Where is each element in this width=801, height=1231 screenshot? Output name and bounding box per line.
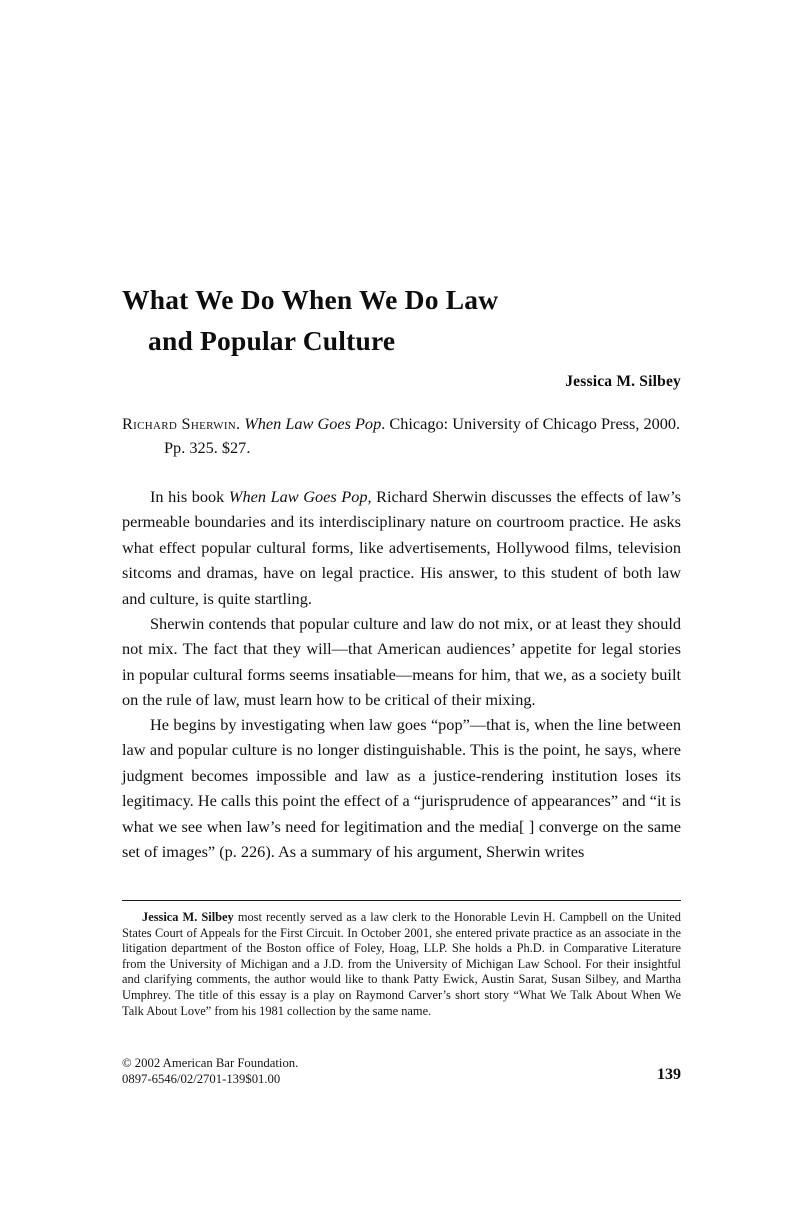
- body-paragraph-2: [122, 611, 681, 713]
- footnote-author-name: Jessica M. Silbey: [142, 910, 234, 924]
- footnote-rule: [122, 900, 681, 901]
- footnote-divider: [122, 900, 681, 901]
- article-title: [122, 279, 681, 361]
- citation-publication: . Chicago: University of Chicago Press, 2000. Pp. 325. $27.: [164, 414, 681, 457]
- paragraph-text: [122, 484, 681, 611]
- article-title-line-2: and Popular Culture: [148, 325, 396, 356]
- page-number-container: [657, 1066, 681, 1084]
- page-number: 139: [657, 1066, 681, 1083]
- body-paragraph-1: [122, 484, 681, 611]
- issn-line: 0897-6546/02/2701-139$01.00: [122, 1072, 281, 1086]
- article-title-line-1: What We Do When We Do Law: [122, 284, 499, 315]
- paragraph-1-part-2: Richard Sherwin discusses the effects of law’s permeable boundaries and its interdisciplinary nature on courtroom practice. He asks what effect popular cultural forms, like advertisements, Hollywood films, television sitcoms and dramas, have on legal practice. His answer, to this student of both law and culture, is quite startling.: [122, 487, 682, 608]
- citation-line: [122, 412, 681, 460]
- citation-book-title: When Law Goes Pop: [244, 414, 382, 433]
- colophon: [122, 1055, 681, 1087]
- body-paragraph-3: [122, 712, 681, 864]
- book-citation: [122, 412, 681, 460]
- author-byline: [122, 373, 681, 391]
- paragraph-text: Sherwin contends that popular culture and law do not mix, or at least they should not mix. The fact that they will—that American audiences’ appetite for legal stories in popular cultural forms seems insatiable—means for him, that we, as a society built on the rule of law, must learn how to be critical of their mixing.: [122, 614, 681, 710]
- author-footnote: [122, 910, 681, 1019]
- footnote-text: [122, 910, 681, 1019]
- page-title: [122, 279, 681, 361]
- paragraph-text: He begins by investigating when law goes “pop”—that is, when the line between law and popular culture is no longer distinguishable. This is the point, he says, where judgment becomes impossible and law as a justice-rendering institution loses its legitimacy. He calls this point the effect of a “jurisprudence of appearances” and “it is what we see when law’s need for legitimation and the media[ ] converge on the same set of images” (p. 226). As a summary of his argument, Sherwin writes: [122, 715, 681, 862]
- footnote-body: most recently served as a law clerk to the Honorable Levin H. Campbell on the United States Court of Appeals for the First Circuit. In October 2001, she entered private practice as an associate in the litigation department of the Boston office of Foley, Hoag, LLP. She holds a Ph.D. in Comparative Literature from the University of Michigan and a J.D. from the University of Michigan Law School. For their insightful and clarifying comments, the author would like to thank Patty Ewick, Austin Sarat, Susan Silbey, and Martha Umphrey. The title of this essay is a play on Raymond Carver’s short story “What We Talk About When We Talk About Love” from his 1981 collection by the same name.: [122, 910, 682, 1018]
- citation-author: Richard Sherwin: [122, 414, 237, 433]
- paragraph-1-part-1: In his book: [150, 487, 229, 506]
- citation-separator: .: [236, 414, 245, 433]
- author-name: Jessica M. Silbey: [565, 373, 681, 390]
- copyright-line: © 2002 American Bar Foundation.: [122, 1056, 299, 1070]
- paragraph-1-book-title: When Law Goes Pop,: [228, 487, 372, 506]
